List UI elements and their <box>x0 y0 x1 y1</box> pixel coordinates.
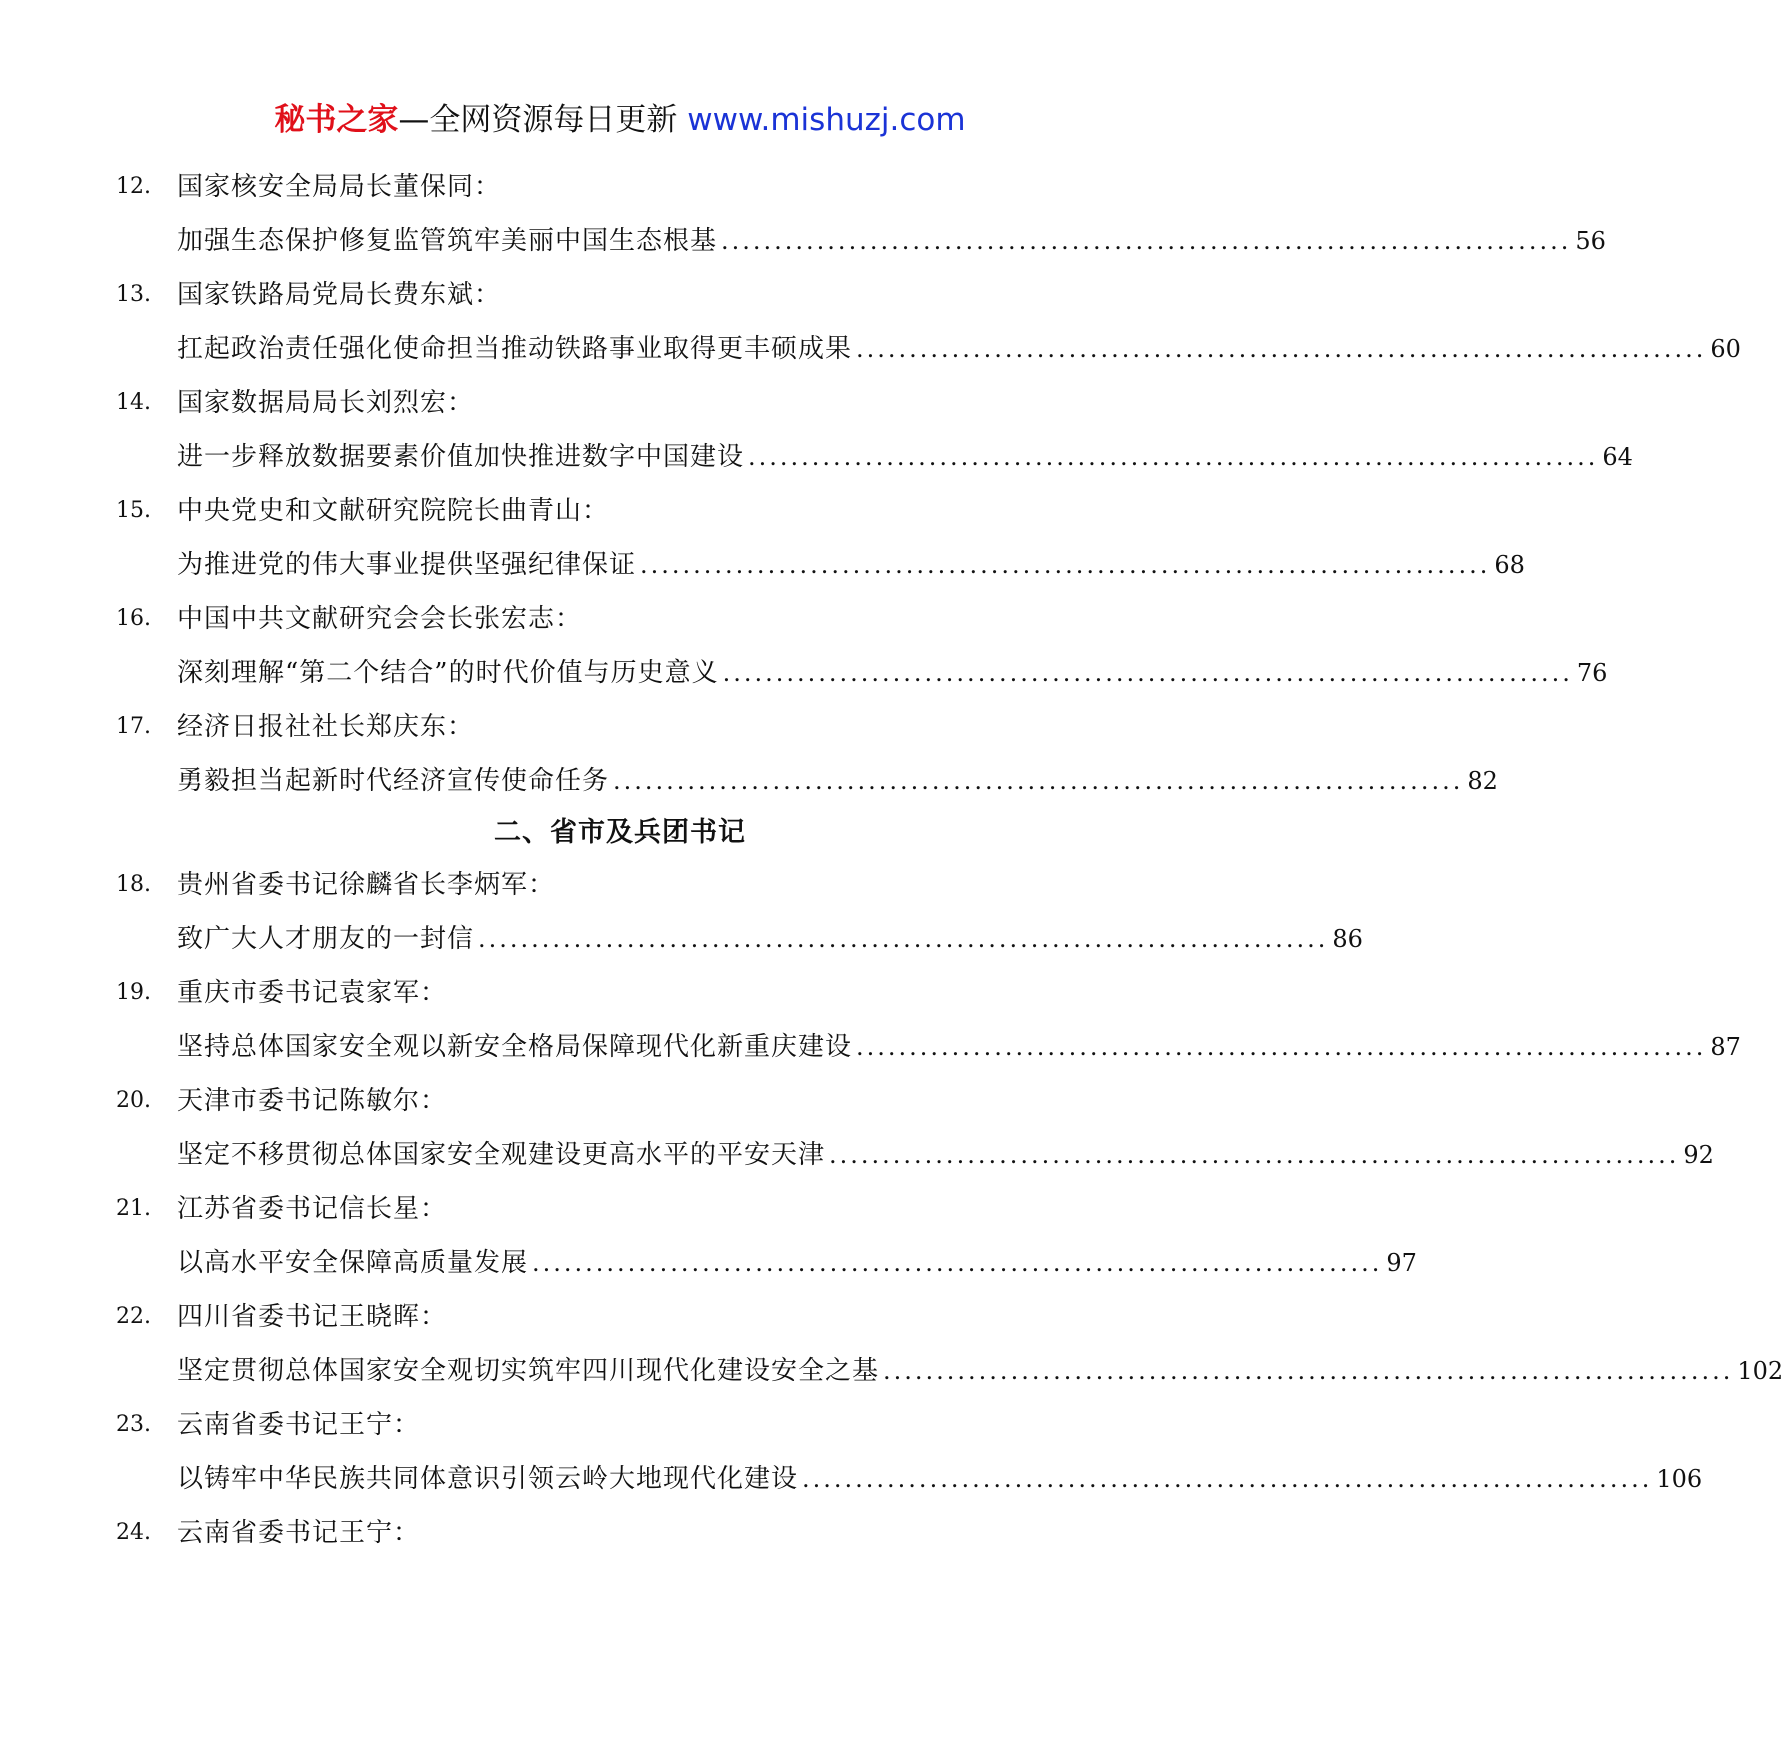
section-heading: 二、省市及兵团书记 <box>494 817 746 848</box>
entry-page-number: 68 <box>1494 551 1525 579</box>
entry-number: 19. <box>116 980 151 1005</box>
toc-author-line <box>0 1398 1240 1452</box>
toc-title-line[interactable] <box>177 1128 1714 1182</box>
toc-author-line <box>0 1074 1240 1128</box>
entry-title: 以铸牢中华民族共同体意识引领云岭大地现代化建设 <box>177 1464 799 1494</box>
toc-author-line <box>0 160 1240 214</box>
entry-page-number: 97 <box>1386 1249 1417 1277</box>
entry-author: 贵州省委书记徐麟省长李炳军： <box>177 870 556 900</box>
entry-page-number: 87 <box>1710 1033 1741 1061</box>
entry-number: 17. <box>116 714 151 739</box>
toc-title-line[interactable] <box>177 430 1633 484</box>
toc-author-line <box>0 1182 1240 1236</box>
toc-title-line[interactable] <box>177 912 1363 966</box>
toc-title-line[interactable] <box>177 1020 1741 1074</box>
toc-entry[interactable] <box>0 592 1608 700</box>
entry-author: 四川省委书记王晓晖： <box>177 1302 448 1332</box>
toc-entry[interactable] <box>0 1182 1417 1290</box>
entry-author: 天津市委书记陈敏尔： <box>177 1086 448 1116</box>
toc-entry[interactable] <box>0 858 1363 966</box>
dot-leader: ................................................................................ <box>802 1465 1653 1493</box>
entry-page-number: 86 <box>1332 925 1363 953</box>
toc-author-line <box>0 1290 1240 1344</box>
entry-author: 重庆市委书记袁家军： <box>177 978 448 1008</box>
dot-leader: ................................................................................ <box>748 443 1599 471</box>
toc-title-line[interactable] <box>177 754 1498 808</box>
entry-number: 15. <box>116 498 151 523</box>
entry-number: 24. <box>116 1520 151 1545</box>
entry-author: 国家数据局局长刘烈宏： <box>177 388 475 418</box>
entry-page-number: 64 <box>1602 443 1633 471</box>
toc-entry[interactable] <box>0 1074 1714 1182</box>
entry-number: 18. <box>116 872 151 897</box>
entry-title: 坚定不移贯彻总体国家安全观建设更高水平的平安天津 <box>177 1140 826 1170</box>
toc-author-line <box>0 484 1240 538</box>
entry-number: 12. <box>116 174 151 199</box>
entry-page-number: 106 <box>1656 1465 1703 1493</box>
toc-author-line <box>0 700 1240 754</box>
toc-title-line[interactable] <box>177 1344 1783 1398</box>
entry-page-number: 92 <box>1683 1141 1714 1169</box>
entry-title: 深刻理解“第二个结合”的时代价值与历史意义 <box>177 658 719 688</box>
entry-author: 中国中共文献研究会会长张宏志： <box>177 604 583 634</box>
dot-leader: ................................................................................ <box>856 335 1707 363</box>
entry-title: 以高水平安全保障高质量发展 <box>177 1248 529 1278</box>
toc-author-line <box>0 966 1240 1020</box>
entry-number: 22. <box>116 1304 151 1329</box>
entry-number: 23. <box>116 1412 151 1437</box>
entry-page-number: 102 <box>1737 1357 1783 1385</box>
toc-entry[interactable] <box>0 1506 1240 1560</box>
entry-page-number: 56 <box>1575 227 1606 255</box>
toc-entry[interactable] <box>0 1398 1703 1506</box>
entry-title: 勇毅担当起新时代经济宣传使命任务 <box>177 766 610 796</box>
brand-name: 秘书之家 <box>274 102 399 138</box>
toc-title-line[interactable] <box>177 538 1525 592</box>
header-tagline: —全网资源每日更新 <box>398 102 688 138</box>
toc-entry[interactable] <box>0 160 1606 268</box>
entry-number: 20. <box>116 1088 151 1113</box>
site-url: www.mishuzj.com <box>687 102 966 138</box>
toc-title-line[interactable] <box>177 646 1608 700</box>
toc-author-line <box>0 592 1240 646</box>
dot-leader: ................................................................................ <box>856 1033 1707 1061</box>
entry-title: 为推进党的伟大事业提供坚强纪律保证 <box>177 550 637 580</box>
entry-page-number: 60 <box>1710 335 1741 363</box>
toc-title-line[interactable] <box>177 214 1606 268</box>
toc-entry[interactable] <box>0 484 1525 592</box>
toc-entry[interactable] <box>0 376 1633 484</box>
dot-leader: ................................................................................ <box>532 1249 1383 1277</box>
entry-title: 坚持总体国家安全观以新安全格局保障现代化新重庆建设 <box>177 1032 853 1062</box>
toc-author-line <box>0 376 1240 430</box>
toc-title-line[interactable] <box>177 1236 1417 1290</box>
toc-entry[interactable] <box>0 1290 1783 1398</box>
dot-leader: ................................................................................ <box>883 1357 1734 1385</box>
entry-author: 国家铁路局党局长费东斌： <box>177 280 502 310</box>
dot-leader: ................................................................................ <box>829 1141 1680 1169</box>
entry-page-number: 82 <box>1467 767 1498 795</box>
dot-leader: ................................................................................ <box>640 551 1491 579</box>
entry-number: 13. <box>116 282 151 307</box>
entry-title: 坚定贯彻总体国家安全观切实筑牢四川现代化建设安全之基 <box>177 1356 880 1386</box>
page-header <box>0 98 1240 142</box>
dot-leader: ................................................................................ <box>722 659 1573 687</box>
entry-number: 21. <box>116 1196 151 1221</box>
toc-author-line <box>0 268 1240 322</box>
toc-entry[interactable] <box>0 700 1498 808</box>
entry-title: 进一步释放数据要素价值加快推进数字中国建设 <box>177 442 745 472</box>
toc-title-line[interactable] <box>177 322 1741 376</box>
dot-leader: ................................................................................ <box>613 767 1464 795</box>
toc-entry[interactable] <box>0 966 1741 1074</box>
dot-leader: ................................................................................ <box>721 227 1572 255</box>
entry-author: 云南省委书记王宁： <box>177 1518 421 1548</box>
entry-page-number: 76 <box>1576 659 1608 687</box>
entry-author: 国家核安全局局长董保同： <box>177 172 502 202</box>
entry-author: 云南省委书记王宁： <box>177 1410 421 1440</box>
entry-title: 扛起政治责任强化使命担当推动铁路事业取得更丰硕成果 <box>177 334 853 364</box>
entry-title: 加强生态保护修复监管筑牢美丽中国生态根基 <box>177 226 718 256</box>
toc-author-line <box>0 858 1240 912</box>
entry-author: 中央党史和文献研究院院长曲青山： <box>177 496 610 526</box>
toc-entry[interactable] <box>0 268 1741 376</box>
entry-author: 经济日报社社长郑庆东： <box>177 712 475 742</box>
dot-leader: ................................................................................ <box>478 925 1329 953</box>
entry-author: 江苏省委书记信长星： <box>177 1194 448 1224</box>
table-of-contents <box>0 160 1783 1560</box>
entry-title: 致广大人才朋友的一封信 <box>177 924 475 954</box>
toc-author-line <box>0 1506 1240 1560</box>
toc-title-line[interactable] <box>177 1452 1703 1506</box>
entry-number: 14. <box>116 390 151 415</box>
entry-number: 16. <box>116 606 151 631</box>
